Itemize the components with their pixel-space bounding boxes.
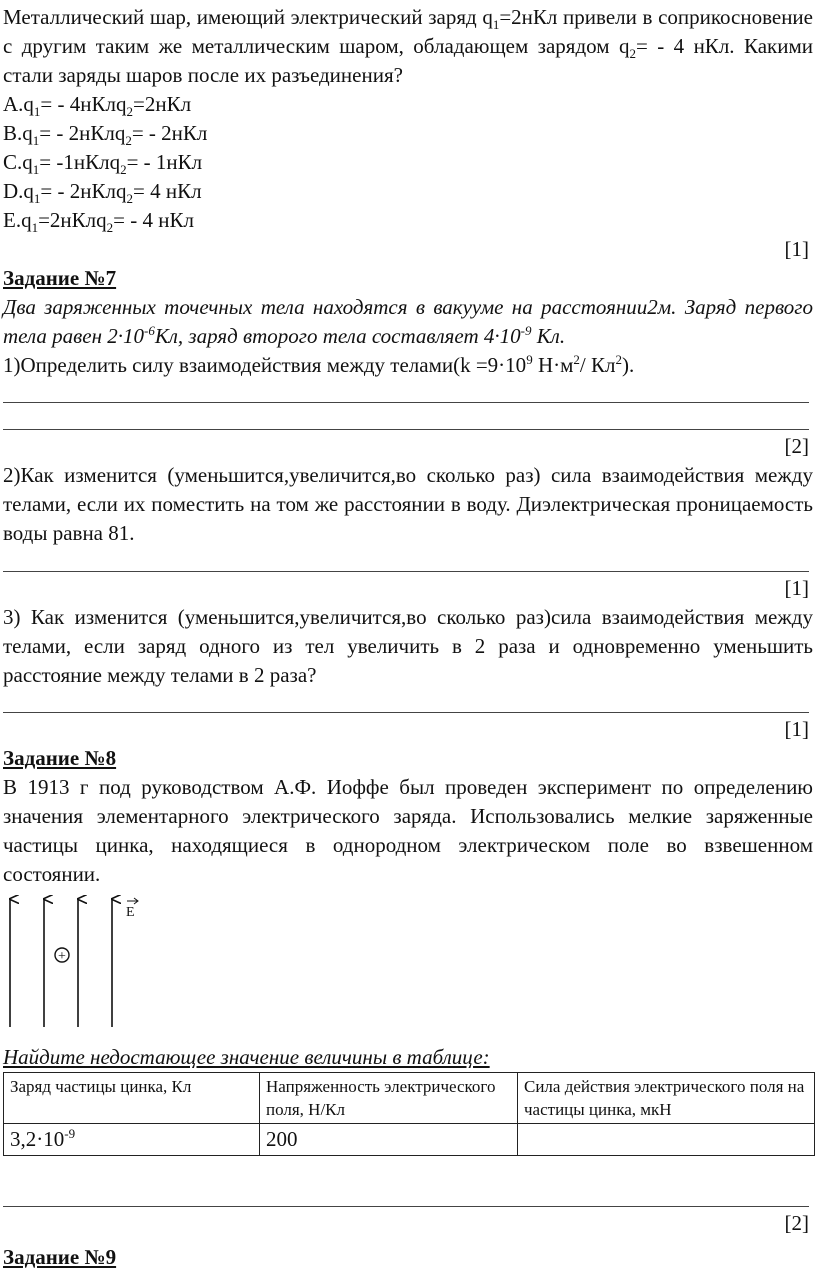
table-header: Заряд частицы цинка, Кл: [4, 1073, 260, 1124]
task9-heading: Задание №9: [3, 1245, 117, 1269]
task8-text: В 1913 г под руководством А.Ф. Иоффе был проведен эксперимент по определению значения элементарного электрического заряда. Использовались мелкие заряженные частицы цинка, находящиеся в однородном электрическом поле во взвешенном состоянии.: [3, 775, 813, 886]
answer-line[interactable]: [3, 429, 809, 430]
table-header-row: [4, 1073, 815, 1124]
task6-mark: [1]: [784, 237, 809, 261]
option-e[interactable]: $E.q_1=2нКлq_2= - 4$ нКл: [3, 208, 194, 236]
data-table: [3, 1072, 815, 1156]
answer-line[interactable]: [3, 1206, 809, 1207]
answer-line[interactable]: [3, 712, 809, 713]
task8-mark: [2]: [784, 1211, 809, 1235]
worksheet-page: [3, 0, 813, 1272]
table-cell-force[interactable]: [518, 1124, 815, 1156]
charge-sign: +: [58, 949, 66, 964]
task7-intro: Два заряженных точечных тела находятся в вакууме на расстоянии2м. Заряд первого тела равен $2\cdot 10^{-6}Кл$, заряд второго тела составляет $4\cdot 10^{-9}$ Кл.: [3, 295, 813, 348]
table-row: [4, 1124, 815, 1156]
task7-q1-mark: [2]: [784, 434, 809, 458]
task7-q1: 1)Определить силу взаимодействия между телами(k $=9\cdot 10^9$ $Н\cdot м^2/$ $Кл^2$).: [3, 352, 635, 377]
option-b[interactable]: $B.q_1=$ - 2нКлq$_2$= - 2нКл: [3, 121, 208, 149]
task6-question: Металлический шар, имеющий электрический заряд $q_1=2нКл$ привели в соприкосновение с другим таким же металлическим шаром, обладающем зарядом $q_2= - 4$ нКл. Какими стали заряды шаров после их разъединения?: [3, 5, 813, 87]
task8-instruction: Найдите недостающее значение величины в таблице:: [3, 1045, 490, 1069]
table-cell-field: 200: [260, 1124, 518, 1156]
task6-options: [3, 90, 813, 235]
answer-line[interactable]: [3, 571, 809, 572]
option-c[interactable]: $C.q_1=$ -1нКлq$_2$= - 1нКл: [3, 150, 203, 178]
field-label: E: [126, 905, 135, 920]
task7-q3: 3) Как изменится (уменьшится,увеличится,во сколько раз)сила взаимодействия между телами, если заряд одного из тел увеличить в 2 раза и одновременно уменьшить расстояние между телами в 2 раза?: [3, 605, 813, 687]
task7-q2: 2)Как изменится (уменьшится,увеличится,во сколько раз) сила взаимодействия между телами, если их поместить на том же расстоянии в воду. Диэлектрическая проницаемость воды равна 81.: [3, 463, 813, 545]
table-header: Напряженность электрического поля, Н/Кл: [260, 1073, 518, 1124]
option-d[interactable]: $D.q_1=$ - 2нКлq$_2$= 4 нКл: [3, 179, 202, 207]
table-header: Сила действия электрического поля на частицы цинка, мкН: [518, 1073, 815, 1124]
option-a[interactable]: $A.q_1=$ - 4нКлq$_2$=2нКл: [3, 92, 192, 120]
task7-heading: Задание №7: [3, 266, 117, 290]
task7-q3-mark: [1]: [784, 717, 809, 741]
task7-q2-mark: [1]: [784, 576, 809, 600]
task8-heading: Задание №8: [3, 746, 117, 770]
table-cell-charge: $3,2\cdot 10^{-9}$: [4, 1124, 260, 1156]
electric-field-diagram: [3, 895, 163, 1035]
answer-line[interactable]: [3, 402, 809, 403]
